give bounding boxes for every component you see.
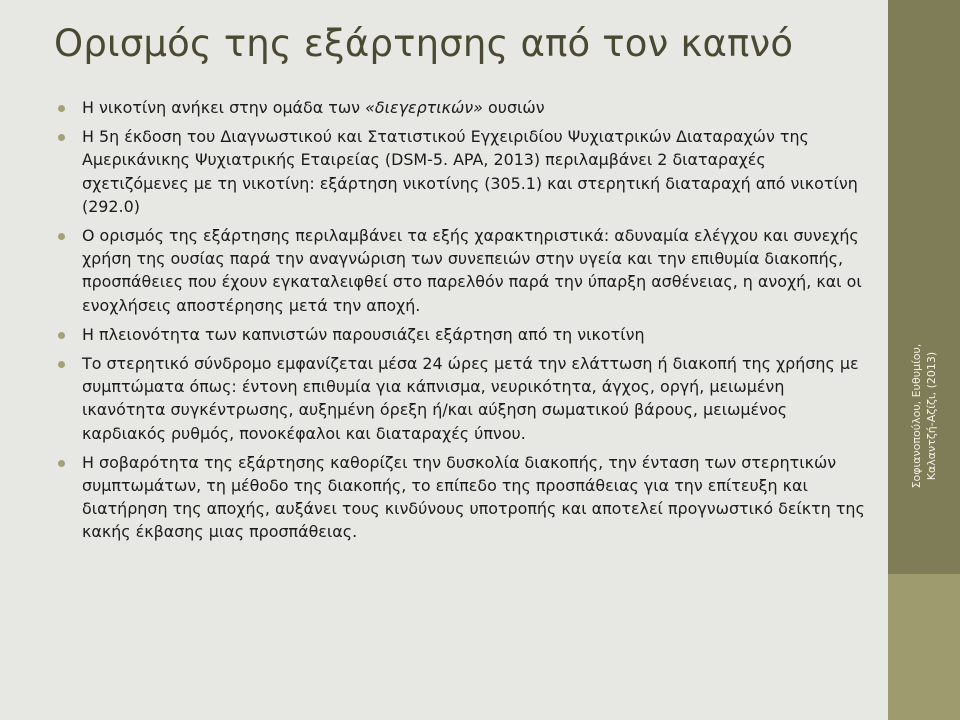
bullet-text: Η 5η έκδοση του Διαγνωστικού και Στατιστικού Εγχειριδίου Ψυχιατρικών Διαταραχών της Αμερικάνικης Ψυχιατρικής Εταιρείας (DSM-5. APA, 2013) περιλαμβάνει 2 διαταραχές σχετιζόμενες με τη νικοτίνη: εξάρτηση νικοτίνης (305.1) και στερητική διαταραχή από νικοτίνη (292.0)	[82, 127, 858, 216]
bullet-text: Η πλειονότητα των καπνιστών παρουσιάζει εξάρτηση από τη νικοτίνη	[82, 324, 645, 344]
bullet-list	[58, 96, 870, 550]
bullet-marker-icon	[58, 134, 65, 141]
side-panel-band	[888, 574, 960, 720]
bullet-marker-icon	[58, 361, 65, 368]
bullet-item	[58, 224, 870, 317]
bullet-text: Η σοβαρότητα της εξάρτησης καθορίζει την δυσκολία διακοπής, την ένταση των στερητικών συμπτωμάτων, τη μέθοδο της διακοπής, το επίπεδο της προσπάθειας για την επίτευξη και διατήρηση της αποχής, αυξάνει τους κινδύνους υποτροπής και αποτελεί προγνωστικό δείκτη της κακής έκβασης μιας προσπάθειας.	[82, 452, 865, 542]
bullet-item	[58, 96, 870, 119]
bullet-text: Το στερητικό σύνδρομο εμφανίζεται μέσα 24 ώρες μετά την ελάττωση ή διακοπή της χρήσης με συμπτώματα όπως: έντονη επιθυμία για κάπνισμα, νευρικότητα, άγχος, οργή, μειωμένη ικανότητα συγκέντρωσης, αυξημένη όρεξη ή/και αύξηση σωματικού βάρους, μειωμένος καρδιακός ρυθμός, πονοκέφαλοι και διαταραχές ύπνου.	[82, 354, 859, 443]
bullet-item	[58, 323, 870, 346]
bullet-text-italic: «διεγερτικών»	[365, 98, 483, 117]
bullet-marker-icon	[58, 233, 65, 240]
bullet-marker-icon	[58, 105, 65, 112]
bullet-item	[58, 352, 870, 445]
bullet-marker-icon	[58, 460, 65, 467]
bullet-item	[58, 125, 870, 218]
side-credit-line2: Καλαντζή-Αζίζι, (2013)	[925, 351, 938, 481]
bullet-text-after: ουσιών	[482, 98, 545, 117]
slide-title: Ορισμός της εξάρτησης από τον καπνό	[54, 22, 794, 65]
bullet-text-before: Η νικοτίνη ανήκει στην ομάδα των	[82, 98, 366, 117]
side-credit	[909, 286, 939, 546]
bullet-marker-icon	[58, 332, 65, 339]
bullet-text: Ο ορισμός της εξάρτησης περιλαμβάνει τα εξής χαρακτηριστικά: αδυναμία ελέγχου και συνεχής χρήση της ουσίας παρά την αναγνώριση των συνεπειών στην υγεία και την επιθυμία διακοπής, προσπάθειες που έχουν εγκαταλειφθεί στο παρελθόν παρά την ύπαρξη ασθένειας, η ανοχή, και οι ενοχλήσεις αποστέρησης μετά την αποχή.	[82, 226, 862, 315]
side-credit-line1: Σοφιανοπούλου, Ευθυμίου,	[910, 343, 923, 489]
bullet-item	[58, 451, 870, 544]
